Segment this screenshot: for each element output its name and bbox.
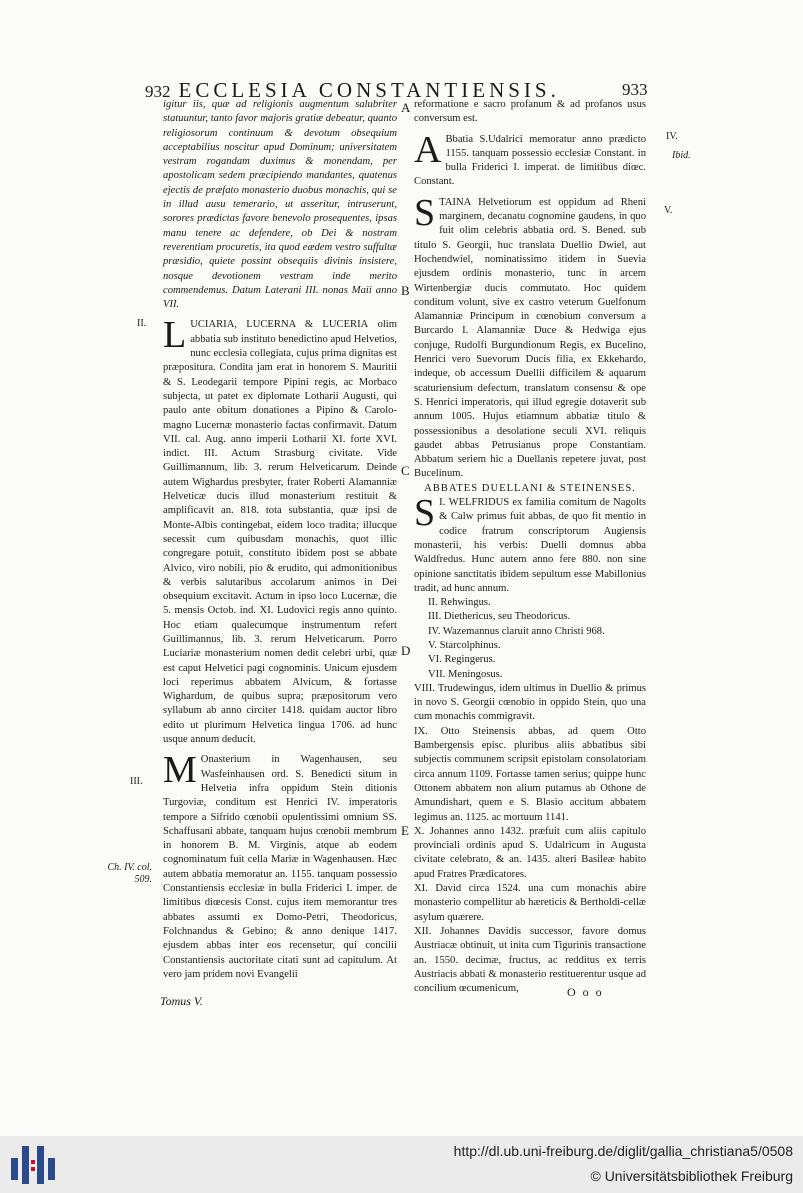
column-letter: C bbox=[401, 463, 410, 478]
abbas-entry bbox=[414, 492, 646, 596]
copyright-notice: © Universitätsbibliothek Freiburg bbox=[590, 1168, 793, 1184]
drop-cap: A bbox=[414, 128, 442, 171]
catchword: O o o bbox=[567, 985, 604, 999]
abbas-list bbox=[414, 596, 646, 682]
abbas-entry: IV. Wazemannus claruit anno Christi 968. bbox=[428, 625, 605, 637]
abbas-entry: XII. Johannes Davidis successor, favore domus Austriacæ obtinuit, ut inita cum Tigurinis transactione an. 1550. decimæ, fructus, ac redditus ex terris Austriacis abbati & monasterio restituerentur usque ad concilium œcumenicum, bbox=[414, 925, 646, 995]
document-url-link[interactable]: http://dl.ub.uni-freiburg.de/diglit/gallia_christiana5/0508 bbox=[453, 1143, 793, 1159]
margin-note-v: V. bbox=[664, 205, 673, 216]
section-heading: UCIARIA, LUCERNA & LUCERIA bbox=[190, 319, 369, 331]
lucerna-section bbox=[163, 314, 397, 747]
abbas-entry: III. Diethericus, seu Theodoricus. bbox=[428, 611, 571, 623]
abbas-entry: VII. Meningosus. bbox=[428, 668, 503, 680]
column-letter: B bbox=[401, 283, 410, 298]
abbas-entry: XI. David circa 1524. una cum monachis abire monasterio compellitur ab hæreticis & Bertholdi-cellæ asylum quærere. bbox=[414, 883, 646, 923]
column-letter: D bbox=[401, 643, 411, 658]
entry-text: WELFRIDUS ex familia comitum de Nagolts & Calw primus fuit abbas, de quo fit mentio in codice fratrum conscriptorum Augiensis monasterii, his verbis: Duelli domnus abba Waldfredus. Hunc autem anno fere 880. non sine opinione sanctitatis ibidem sepultum esse Mabillonius tradit, ad hunc annum. bbox=[414, 497, 646, 594]
column-letter: A bbox=[401, 100, 411, 115]
abbas-entry: IX. Otto Steinensis abbas, ad quem Otto Bambergensis episc. pluribus aliis abbatibus sibi subjectis communem scripsit epistolam consolatoriam circa annum 1109. Fortasse tamen serius; quippe hunc Ottonem abbatem non alium putamus ab Othone de Amundishart, quem e S. Blasio accitum abbatem legimus an. 1125. ac mortuum 1141. bbox=[414, 725, 646, 823]
abbas-entry: X. Johannes anno 1432. præfuit cum aliis capitulo provinciali ordinis apud S. Udalricum in Augusta civitate celebrato, & an. 1435. alteri Basileæ habito apud Fratres Prædicatores. bbox=[414, 825, 646, 880]
section-text: Onasterium in Wagenhausen, seu Wasfeinhausen ord. S. Benedicti situm in Helvetia infra oppidum Stein ditionis Turgoviæ, conditum est Henrici IV. imperatoris tempore a Sifrido cœnobii opulentissimi omnium SS. Schaffusani abbate, tanquam hujus cœnobii membrum in honorem B. M. Virginis, atque ab eodem cognominatum fuit cella Mariæ in Wagenhausen. Hæc autem abbatia memoratur an. 1155. tanquam possessio Constantiensis ecclesiæ in bulla Friderici I. imper. de limitibus diœcesis Const. cujus item memorantur tres abbates assumti ex Domo-Petri, Theodoricus, Folchnandus & Gebino; & anno denique 1417. ejusdem abbas inter eos recensetur, qui concilii Constantiensis auctoritate citati sunt ad capitulum. At vero jam pridem novi Evangelii bbox=[163, 754, 397, 980]
column-letter: E bbox=[401, 823, 409, 838]
section-text: olim abbatia sub instituto benedictino apud Helvetios, nunc ecclesia collegiata, cujus prima dignitas est præpositura. Condita jam erat in honorem S. Mauritii & S. Leodegarii tempore Pipini regis, ac Morbaco subjecta, ut patet ex diplomate Lotharii Augusti, qui paulo ante obitum donationes a Pipino & Carolo-magno Lucernæ monasterio factas confirmavit. Datum VII. cal. Aug. anno imperii Lotharii XI. forte XVI. indict. III. Actum Strasburg civitate. Vide Guillimannum, lib. 3. rerum Helveticarum. Deinde autem Wighardus presbyter, frater Roberti Alamanniæ Helveticæ ducis illud monasterium restituit & amplificavit an. 818. tota substantia, quæ ipsi de Monte-Albis contingebat, eidem loco tradita; illucque secessit cum quibusdam monachis, quot illic congregare potuit, constituto ibidem post se abbate Alvico, viro nobili, pio & erudito, qui admonitionibus & verbis salutaribus accolarum animos in Dei obsequium excitavit. Actum in ipso loco Lucernæ, die 5. mensis Octob. ind. XI. Ludovici regis anno quinto. Hoc etiam qualecumque instrumentum refert Guillimannus, lib. 3. rerum Helveticarum. Porro Luciariæ monasterium nomen dedit celebri urbi, quæ est caput Helvetici pagi cognominis. Unicum ejusdem loci reperimus abbatem Alvicum, & fortasse Wighardum, de quibus supra; præpositorum vero syllabum ab anno circiter 1418. quidam auctor libro edito ut plurimum Helvetica lingua 1706. ad hunc usque annum deducit. bbox=[163, 319, 397, 746]
margin-note-iii: III. bbox=[130, 776, 143, 787]
university-logo-icon bbox=[11, 1144, 55, 1186]
continuation-text: reformatione e sacro profanum & ad profanos usus conversum est. bbox=[414, 99, 646, 125]
margin-note-ii: II. bbox=[137, 318, 147, 329]
section-text: Bbatia S.Udalrici memoratur anno prædicto 1155. tanquam possessio ecclesiæ Constant. in bulla Friderici I. imperat. de limitibus diœc. Constant. bbox=[414, 133, 646, 188]
abbates-heading: ABBATES DUELLANI & STEINENSES. bbox=[424, 482, 636, 494]
abbas-entry: VIII. Trudewingus, idem ultimus in Duellio & primus in novo S. Georgii cœnobio in oppido Stein, quo una cum monachis commigravit. bbox=[414, 682, 646, 723]
margin-note-iv: IV. bbox=[666, 131, 678, 142]
viewer-footer-bar bbox=[0, 1136, 803, 1193]
margin-note-ibid: Ibid. bbox=[672, 150, 691, 161]
left-page-number: 932 bbox=[145, 82, 171, 101]
wagenhausen-section bbox=[163, 749, 397, 982]
drop-cap: S bbox=[414, 191, 436, 234]
section-text: TAINA Helvetiorum est oppidum ad Rheni marginem, decanatu cognomine gaudens, in quo fuit olim celebris abbatia ord. S. Bened. sub titulo S. Georgii, huc translata Duellio Dwiel, aut Hochendwiel, nominatissimo itidem in Suevia ejusdem ordinis monasterio, tunc in arcem Wirtenbergiæ ducis commutato. Hoc quidem conditum volunt, sive ex castro veterum Guelfonum Alamanniæ Principum in cœnobium conversum a Burcardo I. Alamanniæ Duce & Hedwiga ejus conjuge, Rudolfi Burgundionum Regis, ex Bucelino, Henrici vero Suevorum Ducis filia, ex Ekkehardo, indeque, ob accessum Duellii difficilem & aquarum scaturiensium defectum, translatum consensu & ope S. Henrici imperatoris, qui illud egregie dotaverit sub annum 1005. Hujus etiamnum abbatiæ titulo & possessionibus a desolatione seculi XVI. reliquis gaudet abbas Petrusianus prope Constantiam. Abbatum seriem hic a Duellanis repetere juvat, post Bucelinum. bbox=[414, 196, 646, 480]
drop-cap: M bbox=[163, 749, 197, 792]
right-page-number: 933 bbox=[622, 80, 648, 99]
entry-number: I. bbox=[439, 497, 446, 509]
bull-text: igitur iis, quæ ad religionis augmentum salubriter statuuntur, tanto favor majoris gratiæ debeatur, quanto religiosorum continuum & devotum obsequium acceptabilius noscitur apud Dominum; universitatem vestram rogandam duximus & monendam, per apostolicam sedem præcipiendo mandantes, quatenus ejectis de præfato monasterio duobus monachis, qui se in illud ausu temerario, ut asseritur, intruserunt, sorores prædictas favore benevolo prosequentes, ipsas manu tenere ac defendere, ob Dei & nostram reverentiam procuretis, ita quod eædem vestro suffultæ præsidio, quiete possint obsequiis divinis insistere, nosque devotionem vestram inde merito commendemus. Datum Laterani III. nonas Maii anno VII. bbox=[163, 99, 397, 311]
drop-cap: S bbox=[414, 492, 436, 535]
staina-section bbox=[414, 191, 646, 482]
abbas-entry: V. Starcolphinus. bbox=[428, 639, 501, 651]
running-title: ECCLESIA CONSTANTIENSIS. bbox=[178, 78, 560, 102]
drop-cap: L bbox=[163, 314, 187, 357]
right-column bbox=[414, 98, 646, 996]
s-udalrici-section bbox=[414, 128, 646, 190]
margin-note-citation: Ch. IV. col. 509. bbox=[107, 862, 152, 885]
abbas-entry: VI. Regingerus. bbox=[428, 654, 496, 666]
signature-mark: Tomus V. bbox=[160, 994, 203, 1008]
abbas-entry: II. Rehwingus. bbox=[428, 597, 491, 609]
left-column bbox=[163, 98, 397, 982]
